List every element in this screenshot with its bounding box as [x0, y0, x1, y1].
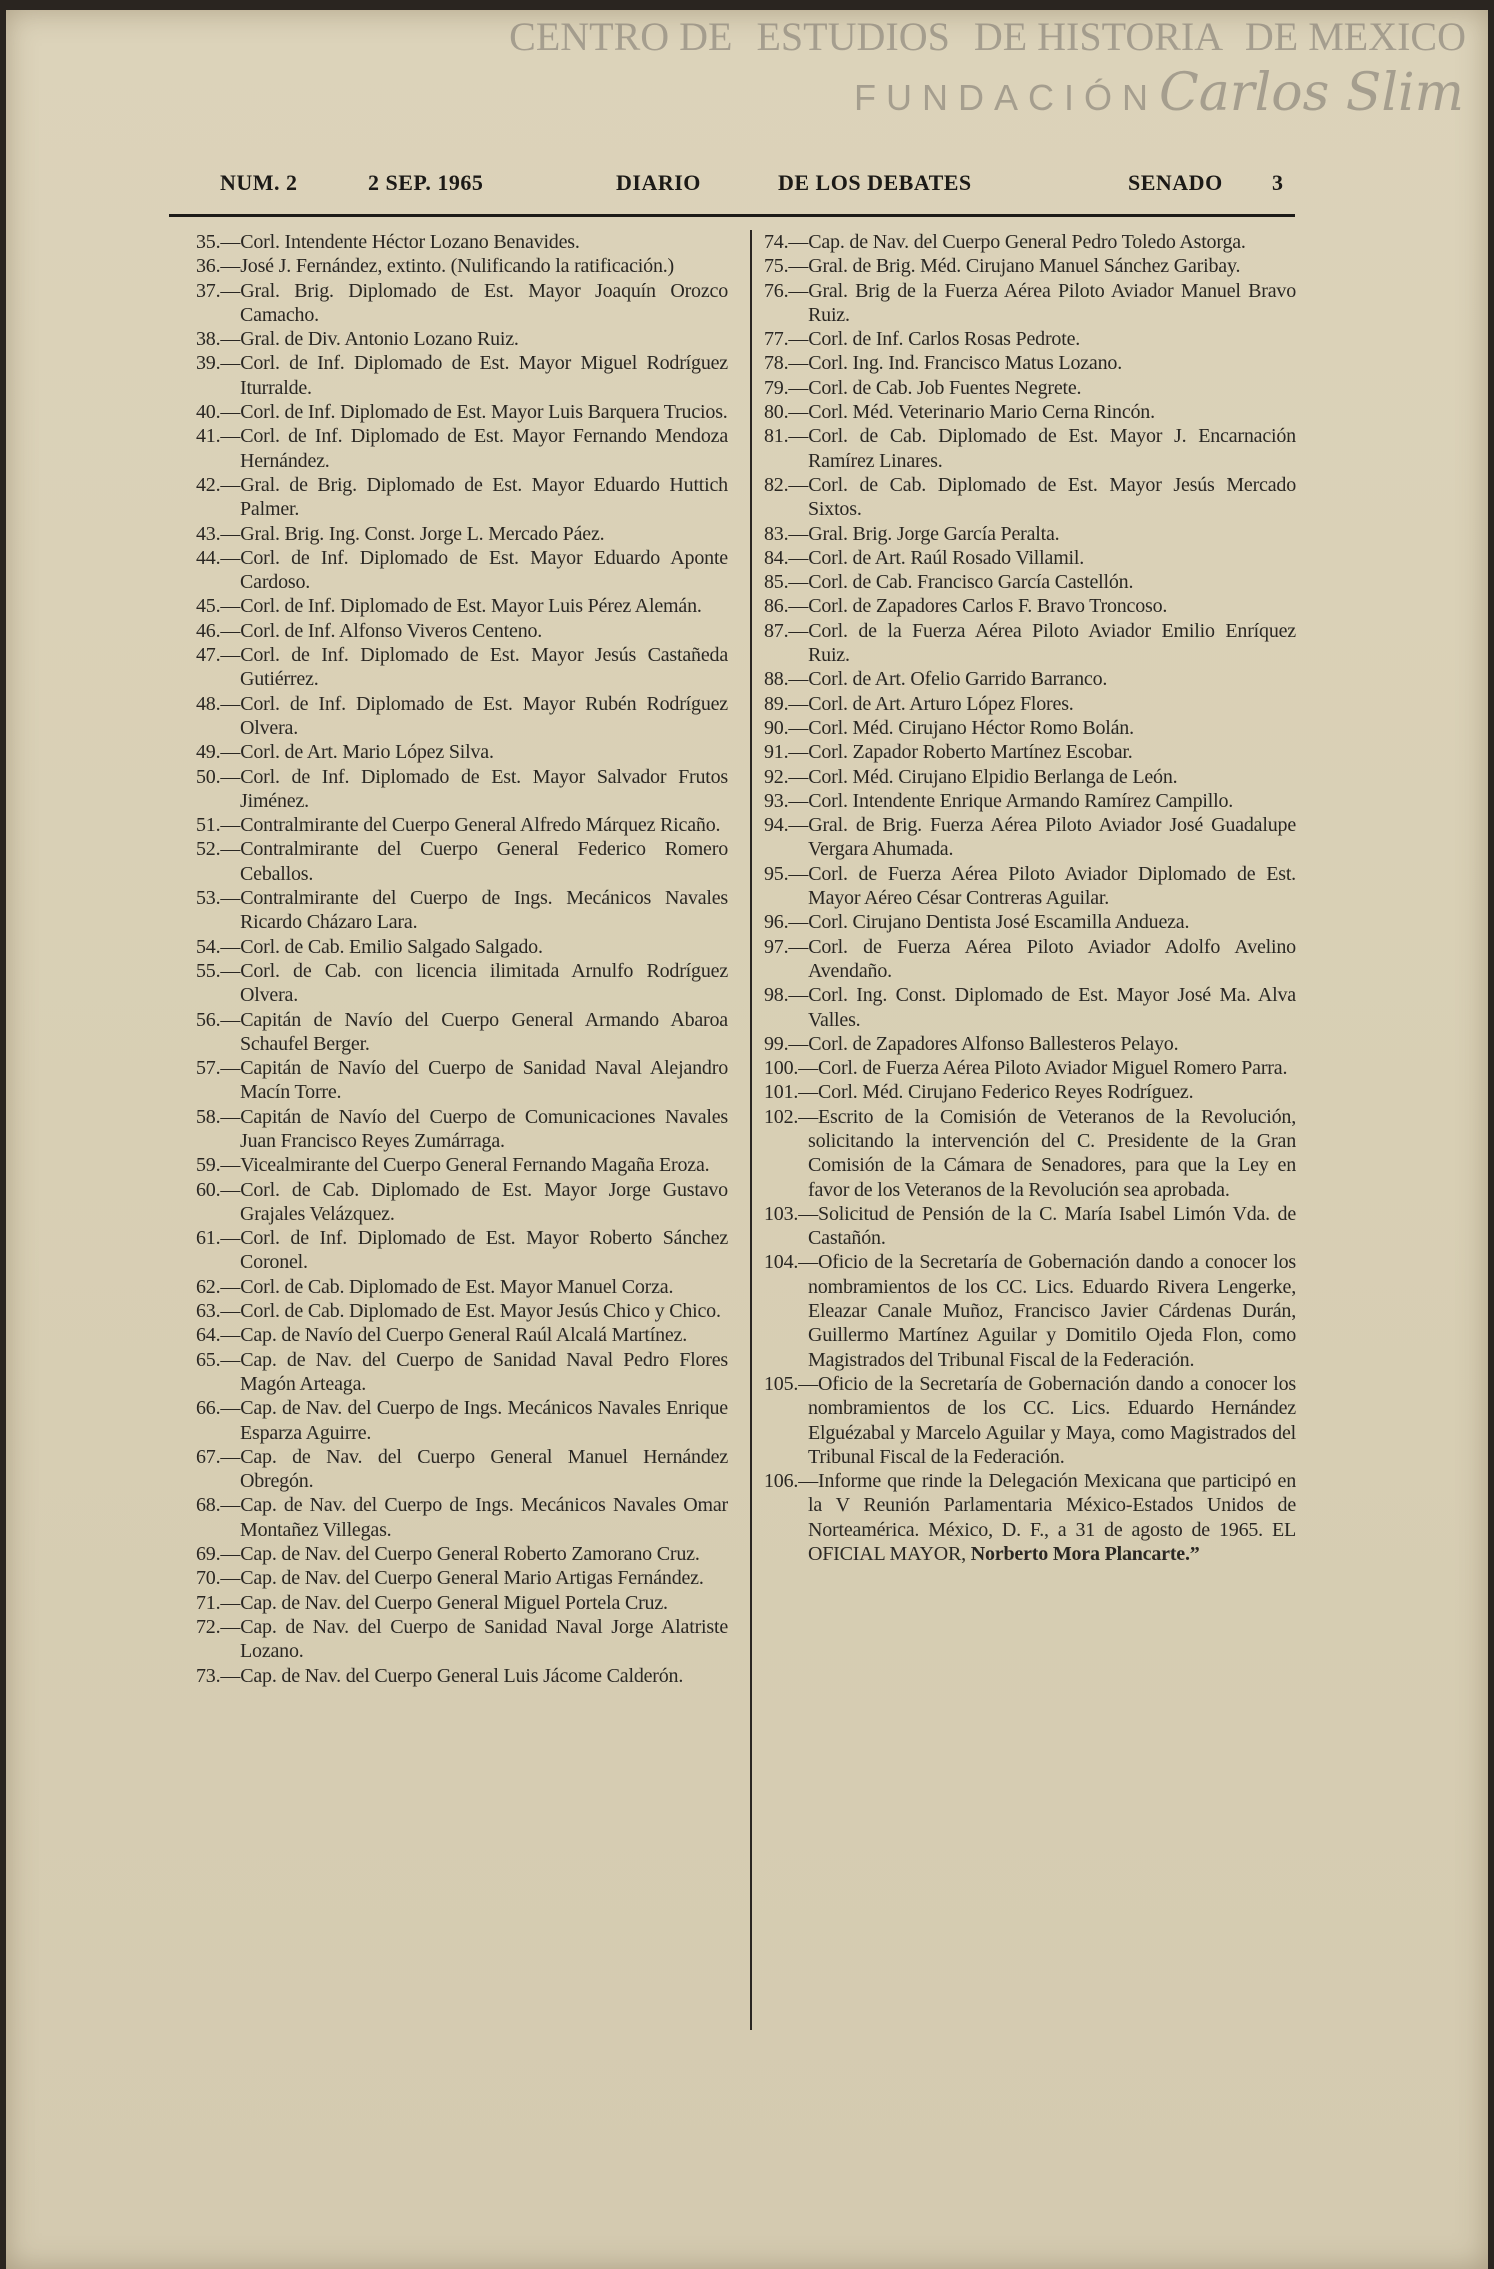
list-item — [196, 546, 728, 595]
item-number: 49.— — [196, 741, 241, 764]
item-number: 100.— — [764, 1057, 819, 1080]
list-item — [196, 1153, 728, 1177]
list-item — [764, 376, 1296, 400]
item-text: Corl. Ing. Const. Diplomado de Est. Mayor José Ma. Alva Valles. — [808, 984, 1296, 1031]
item-number: 46.— — [196, 619, 241, 642]
item-number: 36.— — [196, 255, 241, 278]
list-item — [764, 1202, 1296, 1251]
item-text: Corl. de Zapadores Alfonso Ballesteros Pelayo. — [808, 1032, 1179, 1055]
list-item — [196, 1664, 728, 1688]
item-number: 59.— — [196, 1154, 241, 1177]
item-number: 78.— — [764, 352, 809, 375]
list-item — [764, 862, 1296, 911]
list-item — [764, 473, 1296, 522]
item-text: Cap. de Nav. del Cuerpo de Sanidad Naval Pedro Flores Magón Arteaga. — [240, 1348, 728, 1395]
item-text: Corl. de Inf. Diplomado de Est. Mayor Luis Pérez Alemán. — [240, 595, 702, 618]
item-text: Corl. de Art. Mario López Silva. — [240, 741, 494, 764]
list-item — [196, 1542, 728, 1566]
watermark-line: DE MEXICO — [1244, 14, 1466, 59]
list-item — [764, 716, 1296, 740]
item-number: 63.— — [196, 1300, 241, 1323]
item-text: Corl. de Inf. Carlos Rosas Pedrote. — [808, 328, 1081, 351]
list-item — [196, 1178, 728, 1227]
item-number: 73.— — [196, 1664, 241, 1687]
item-text: Corl. de Inf. Diplomado de Est. Mayor Miguel Rodríguez Iturralde. — [240, 352, 728, 399]
list-item — [196, 400, 728, 424]
item-text: Corl. de Art. Ofelio Garrido Barranco. — [808, 668, 1108, 691]
item-number: 38.— — [196, 328, 241, 351]
item-number: 80.— — [764, 401, 809, 424]
item-text: Corl. Ing. Ind. Francisco Matus Lozano. — [808, 352, 1123, 375]
item-number: 84.— — [764, 546, 809, 569]
list-item — [764, 789, 1296, 813]
item-number: 88.— — [764, 668, 809, 691]
column-divider — [750, 230, 752, 2030]
list-item — [764, 740, 1296, 764]
item-number: 77.— — [764, 328, 809, 351]
item-number: 75.— — [764, 255, 809, 278]
item-number: 54.— — [196, 935, 241, 958]
publication-title-1: DIARIO — [616, 170, 701, 195]
list-item — [196, 813, 728, 837]
item-number: 43.— — [196, 522, 241, 545]
chamber-name: SENADO — [1128, 170, 1223, 195]
item-number: 40.— — [196, 401, 241, 424]
item-text: Escrito de la Comisión de Veteranos de la Revolución, solicitando la intervención del C. Presidente de la Gran Comisión de la Cámara de Senadores, para que la Ley en favor de los Veteranos de la Revolución sea aprobada. — [808, 1105, 1296, 1201]
item-text: Corl. de Inf. Diplomado de Est. Mayor Roberto Sánchez Coronel. — [240, 1227, 728, 1274]
item-number: 71.— — [196, 1591, 241, 1614]
item-number: 35.— — [196, 231, 241, 253]
item-number: 96.— — [764, 911, 809, 934]
list-item — [764, 522, 1296, 546]
list-item — [196, 1299, 728, 1323]
item-number: 41.— — [196, 425, 241, 448]
list-item — [196, 424, 728, 473]
item-number: 91.— — [764, 741, 809, 764]
list-item — [196, 959, 728, 1008]
list-item — [196, 473, 728, 522]
item-text: Cap. de Nav. del Cuerpo General Manuel Hernández Obregón. — [240, 1445, 728, 1493]
list-item — [764, 279, 1296, 328]
item-number: 65.— — [196, 1348, 241, 1371]
item-number: 101.— — [764, 1081, 819, 1104]
list-item — [196, 619, 728, 643]
list-item — [196, 740, 728, 764]
list-item — [196, 1008, 728, 1057]
item-number: 93.— — [764, 789, 809, 812]
item-number: 106.— — [764, 1470, 819, 1493]
item-number: 53.— — [196, 887, 241, 910]
list-item — [196, 279, 728, 328]
item-text: Corl. de Cab. Diplomado de Est. Mayor Jesús Mercado Sixtos. — [808, 473, 1296, 521]
item-number: 86.— — [764, 595, 809, 618]
list-item — [764, 813, 1296, 862]
item-text: Contralmirante del Cuerpo General Alfredo Márquez Ricaño. — [240, 814, 721, 837]
item-text: Oficio de la Secretaría de Gobernación dando a conocer los nombramientos de los CC. Lics. Eduardo Rivera Lengerke, Eleazar Canale Muñoz, Francisco Javier Cárdenas Durán, Guillermo Martínez Aguilar y Domitilo Ojeda Flon, como Magistrados del Tribunal Fiscal de la Federación. — [808, 1251, 1296, 1371]
list-item — [196, 1275, 728, 1299]
list-item — [196, 327, 728, 351]
item-text: Corl. de Fuerza Aérea Piloto Aviador Diplomado de Est. Mayor Aéreo César Contreras Aguilar. — [808, 862, 1296, 910]
list-item — [196, 522, 728, 546]
item-text: Corl. de Inf. Diplomado de Est. Mayor Fernando Mendoza Hernández. — [240, 425, 728, 472]
list-item — [764, 254, 1296, 278]
item-text: Corl. Intendente Héctor Lozano Benavides. — [240, 231, 580, 253]
list-item — [196, 230, 728, 254]
list-item — [764, 351, 1296, 375]
item-text: Corl. de Art. Arturo López Flores. — [808, 692, 1074, 715]
issue-number: NUM. 2 — [220, 170, 298, 195]
list-item — [764, 1080, 1296, 1104]
item-number: 55.— — [196, 959, 241, 982]
item-text: Corl. de la Fuerza Aérea Piloto Aviador Emilio Enríquez Ruiz. — [808, 619, 1296, 667]
item-text: Contralmirante del Cuerpo de Ings. Mecánicos Navales Ricardo Cházaro Lara. — [240, 887, 728, 934]
item-number: 95.— — [764, 862, 809, 885]
item-text: Contralmirante del Cuerpo General Federico Romero Ceballos. — [240, 838, 728, 885]
item-number: 47.— — [196, 644, 241, 667]
item-text: Gral. Brig. Ing. Const. Jorge L. Mercado Páez. — [240, 522, 605, 545]
list-item — [196, 254, 728, 278]
item-text: Capitán de Navío del Cuerpo de Sanidad Naval Alejandro Macín Torre. — [240, 1057, 728, 1104]
list-item — [196, 765, 728, 814]
list-item — [196, 351, 728, 400]
list-item — [196, 1566, 728, 1590]
item-text: Gral. Brig. Diplomado de Est. Mayor Joaquín Orozco Camacho. — [240, 279, 728, 326]
list-item — [764, 935, 1296, 984]
list-item — [196, 692, 728, 741]
item-text: Informe que rinde la Delegación Mexicana que participó en la V Reunión Parlamentaria México-Estados Unidos de Norteamérica. México, D. F., a 31 de agosto de 1965. EL OFICIAL MAYOR, — [808, 1470, 1296, 1566]
list-item — [196, 837, 728, 886]
item-number: 68.— — [196, 1494, 241, 1517]
item-number: 76.— — [764, 279, 809, 302]
watermark-signature: Carlos Slim — [1159, 63, 1464, 123]
item-number: 94.— — [764, 814, 809, 837]
list-item — [196, 1396, 728, 1445]
item-number: 72.— — [196, 1615, 241, 1638]
item-text: Corl. de Cab. Emilio Salgado Salgado. — [240, 935, 543, 958]
list-item — [196, 594, 728, 618]
watermark-line: DE HISTORIA — [973, 14, 1221, 59]
item-number: 102.— — [764, 1105, 819, 1128]
item-text: Gral. de Brig. Méd. Cirujano Manuel Sánchez Garibay. — [808, 255, 1241, 278]
item-number: 42.— — [196, 473, 241, 496]
item-text: Capitán de Navío del Cuerpo de Comunicaciones Navales Juan Francisco Reyes Zumárraga. — [240, 1105, 728, 1152]
list-item — [196, 1348, 728, 1397]
issue-date: 2 SEP. 1965 — [368, 170, 484, 195]
item-text: Gral. de Div. Antonio Lozano Ruiz. — [240, 328, 519, 351]
list-item — [764, 327, 1296, 351]
item-text: Corl. de Fuerza Aérea Piloto Aviador Miguel Romero Parra. — [818, 1057, 1288, 1080]
item-number: 58.— — [196, 1105, 241, 1128]
item-text: Corl. Cirujano Dentista José Escamilla Andueza. — [808, 911, 1190, 934]
watermark-line: ESTUDIOS — [756, 14, 950, 59]
item-text: Corl. de Inf. Diplomado de Est. Mayor Salvador Frutos Jiménez. — [240, 765, 728, 812]
item-number: 56.— — [196, 1008, 241, 1031]
list-item — [764, 619, 1296, 668]
item-text: Corl. Zapador Roberto Martínez Escobar. — [808, 741, 1133, 764]
list-item — [196, 1056, 728, 1105]
list-item — [764, 1032, 1296, 1056]
item-text: Corl. de Cab. Francisco García Castellón. — [808, 571, 1134, 594]
item-text: Corl. Méd. Cirujano Federico Reyes Rodríguez. — [818, 1081, 1194, 1104]
item-number: 97.— — [764, 935, 809, 958]
list-item — [764, 570, 1296, 594]
item-text: Cap. de Nav. del Cuerpo de Ings. Mecánicos Navales Omar Montañez Villegas. — [240, 1494, 728, 1541]
item-text: Cap. de Nav. del Cuerpo de Ings. Mecánicos Navales Enrique Esparza Aguirre. — [240, 1397, 728, 1444]
list-item — [196, 1591, 728, 1615]
item-number: 103.— — [764, 1202, 819, 1225]
item-text: Corl. de Inf. Alfonso Viveros Centeno. — [240, 619, 543, 642]
item-number: 67.— — [196, 1445, 241, 1468]
item-number: 82.— — [764, 473, 809, 496]
item-number: 60.— — [196, 1178, 241, 1201]
item-number: 66.— — [196, 1397, 241, 1420]
item-number: 50.— — [196, 765, 241, 788]
item-number: 69.— — [196, 1543, 241, 1566]
item-text: Gral. Brig. Jorge García Peralta. — [808, 522, 1060, 545]
item-number: 99.— — [764, 1032, 809, 1055]
item-number: 52.— — [196, 838, 241, 861]
item-text: Corl. de Art. Raúl Rosado Villamil. — [808, 546, 1085, 569]
item-number: 89.— — [764, 692, 809, 715]
item-number: 98.— — [764, 984, 809, 1007]
item-text: Corl. Méd. Cirujano Elpidio Berlanga de León. — [808, 765, 1178, 788]
page-header — [220, 170, 1295, 200]
list-item — [764, 230, 1296, 254]
item-text: Capitán de Navío del Cuerpo General Armando Abaroa Schaufel Berger. — [240, 1008, 728, 1055]
list-item — [196, 886, 728, 935]
item-number: 62.— — [196, 1275, 241, 1298]
list-item — [196, 643, 728, 692]
item-text: Gral. de Brig. Diplomado de Est. Mayor Eduardo Huttich Palmer. — [240, 473, 728, 521]
item-text: Cap. de Nav. del Cuerpo General Roberto Zamorano Cruz. — [240, 1543, 700, 1566]
item-number: 74.— — [764, 231, 809, 253]
list-item — [764, 1250, 1296, 1371]
item-text: Cap. de Nav. del Cuerpo General Pedro Toledo Astorga. — [808, 231, 1246, 253]
item-number: 70.— — [196, 1567, 241, 1590]
item-text: Corl. de Cab. Diplomado de Est. Mayor Jorge Gustavo Grajales Velázquez. — [240, 1178, 728, 1225]
list-item — [196, 1615, 728, 1664]
left-column — [196, 230, 728, 1688]
newspaper-page — [6, 10, 1488, 2269]
signature-name: Norberto Mora Plancarte.” — [965, 1543, 1200, 1566]
item-number: 90.— — [764, 716, 809, 739]
watermark-fundacion: FUNDACIÓN — [854, 77, 1158, 118]
list-item — [196, 1105, 728, 1154]
item-number: 48.— — [196, 692, 241, 715]
item-text: Corl. de Inf. Diplomado de Est. Mayor Eduardo Aponte Cardoso. — [240, 546, 728, 594]
item-number: 83.— — [764, 522, 809, 545]
list-item — [196, 935, 728, 959]
list-item — [764, 424, 1296, 473]
list-item — [764, 667, 1296, 691]
item-text: Corl. de Cab. Diplomado de Est. Mayor Manuel Corza. — [240, 1275, 674, 1298]
item-text: Corl. Méd. Veterinario Mario Cerna Rincón. — [808, 401, 1155, 424]
item-text: Gral. de Brig. Fuerza Aérea Piloto Aviador José Guadalupe Vergara Ahumada. — [808, 814, 1296, 861]
item-text: Corl. de Cab. con licencia ilimitada Arnulfo Rodríguez Olvera. — [240, 959, 728, 1007]
publication-title-2: DE LOS DEBATES — [778, 170, 972, 195]
item-number: 57.— — [196, 1057, 241, 1080]
item-number: 81.— — [764, 425, 809, 448]
item-number: 105.— — [764, 1372, 819, 1395]
item-text: Cap. de Nav. del Cuerpo General Luis Jácome Calderón. — [240, 1664, 684, 1687]
list-item — [764, 1469, 1296, 1566]
list-item — [764, 983, 1296, 1032]
watermark-centro-estudios — [495, 14, 1466, 60]
item-number: 37.— — [196, 279, 241, 302]
item-number: 39.— — [196, 352, 241, 375]
item-text: Vicealmirante del Cuerpo General Fernando Magaña Eroza. — [240, 1154, 710, 1177]
list-item — [764, 546, 1296, 570]
item-number: 104.— — [764, 1251, 819, 1274]
list-item — [764, 594, 1296, 618]
item-text: Corl. Intendente Enrique Armando Ramírez Campillo. — [808, 789, 1234, 812]
item-text: Cap. de Nav. del Cuerpo General Miguel Portela Cruz. — [240, 1591, 668, 1614]
item-text: Oficio de la Secretaría de Gobernación dando a conocer los nombramientos de los CC. Lics. Eduardo Hernández Elguézabal y Marcelo Aguilar y Maya, como Magistrados del Tribunal Fiscal de la Federación. — [808, 1372, 1296, 1468]
item-text: Corl. de Cab. Diplomado de Est. Mayor J. Encarnación Ramírez Linares. — [808, 425, 1296, 472]
item-text: Corl. de Inf. Diplomado de Est. Mayor Rubén Rodríguez Olvera. — [240, 692, 728, 739]
item-number: 85.— — [764, 571, 809, 594]
list-item — [764, 400, 1296, 424]
item-text: Cap. de Nav. del Cuerpo General Mario Artigas Fernández. — [240, 1567, 704, 1590]
list-item — [764, 692, 1296, 716]
item-text: Corl. de Inf. Diplomado de Est. Mayor Jesús Castañeda Gutiérrez. — [240, 644, 728, 691]
item-text: Cap. de Navío del Cuerpo General Raúl Alcalá Martínez. — [240, 1324, 688, 1347]
item-number: 45.— — [196, 595, 241, 618]
list-item — [764, 1372, 1296, 1469]
item-number: 92.— — [764, 765, 809, 788]
item-number: 44.— — [196, 546, 241, 569]
item-text: Corl. Méd. Cirujano Héctor Romo Bolán. — [808, 716, 1134, 739]
item-number: 87.— — [764, 619, 809, 642]
list-item — [196, 1226, 728, 1275]
list-item — [196, 1323, 728, 1347]
list-item — [764, 765, 1296, 789]
item-number: 51.— — [196, 814, 241, 837]
watermark-line: CENTRO DE — [509, 14, 733, 59]
item-text: Solicitud de Pensión de la C. María Isabel Limón Vda. de Castañón. — [808, 1202, 1296, 1250]
item-text: José J. Fernández, extinto. (Nulificando la ratificación.) — [240, 255, 675, 278]
list-item — [196, 1445, 728, 1494]
page-number: 3 — [1272, 170, 1284, 195]
item-text: Corl. de Cab. Job Fuentes Negrete. — [808, 376, 1082, 399]
item-number: 64.— — [196, 1324, 241, 1347]
right-column — [764, 230, 1296, 1566]
item-number: 79.— — [764, 376, 809, 399]
list-item — [764, 1105, 1296, 1202]
header-rule — [169, 214, 1295, 217]
item-text: Corl. de Fuerza Aérea Piloto Aviador Adolfo Avelino Avendaño. — [808, 935, 1296, 982]
list-item — [196, 1493, 728, 1542]
item-text: Corl. de Zapadores Carlos F. Bravo Troncoso. — [808, 595, 1168, 618]
item-text: Gral. Brig de la Fuerza Aérea Piloto Aviador Manuel Bravo Ruiz. — [808, 279, 1296, 326]
item-number: 61.— — [196, 1227, 241, 1250]
item-text: Cap. de Nav. del Cuerpo de Sanidad Naval Jorge Alatriste Lozano. — [240, 1615, 728, 1663]
item-text: Corl. de Inf. Diplomado de Est. Mayor Luis Barquera Trucios. — [240, 401, 728, 424]
list-item — [764, 1056, 1296, 1080]
item-text: Corl. de Cab. Diplomado de Est. Mayor Jesús Chico y Chico. — [240, 1300, 721, 1323]
list-item — [764, 910, 1296, 934]
